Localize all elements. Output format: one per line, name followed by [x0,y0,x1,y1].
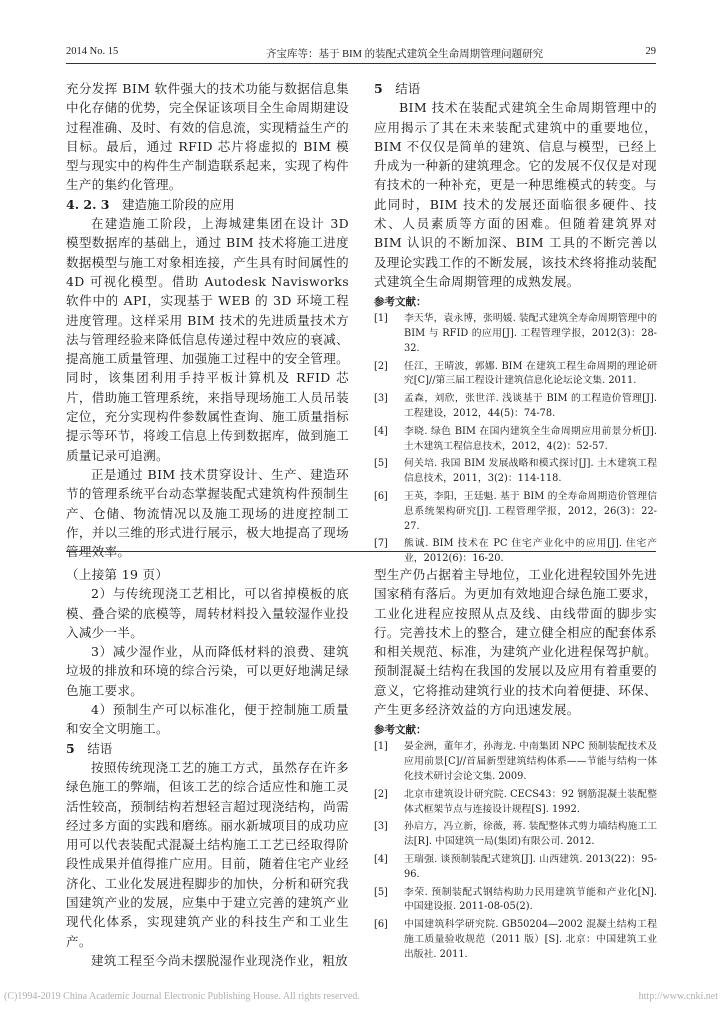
reference-number: [6] [374,919,388,931]
reference-number: [4] [374,853,388,865]
reference-number: [6] [374,491,388,503]
reference-text: 北京市建筑设计研究院. CECS43：92 钢筋混凝土装配整体式框架节点与连接设计规程[S]. 1992. [404,788,657,815]
reference-text: 王瑞强. 谈预制装配式建筑[J]. 山西建筑. 2013(22)：95-96. [404,853,657,880]
reference-text: 孟森，刘欣，张世洋. 浅谈基于 BIM 的工程造价管理[J]. 工程建设，2012，44(5)：74-78. [404,393,657,420]
reference-item [374,853,657,883]
reference-text: 王英，李阳，王廷魁. 基于 BIM 的全寿命周期造价管理信息系统架构研究[J]. 工程管理学报，2012，26(3)：22-27. [404,491,657,532]
reference-item [374,360,657,390]
reference-text: 晏金洲，董年才，孙海龙. 中南集团 NPC 预制装配技术及应用前景[C]//首届新型建筑结构体系——节能与结构一体化技术研讨会论文集. 2009. [404,741,657,782]
references-title: 参考文献： [374,724,427,737]
paragraph: 型生产仍占据着主导地位，工业化进程较国外先进国家稍有落后。为更加有效地迎合绿色施工要求，工业化进程应按照从点及线、由线带面的脚步实行。完善技术上的整合，建立健全相应的配套体系和相关规范、标准，为建筑产业化进程保驾护航。预制混凝土结构在我国的发展以及应用有着重要的意义，它将推动建筑行业的技术向着便捷、环保、产生更多经济效益的方向迅速发展。 [374,567,657,718]
copyright-text: (C)1994-2019 China Academic Journal Electronic Publishing House. All rights reserved. [4,991,360,1002]
footer-url: http://www.cnki.net [638,991,718,1002]
section-heading [374,79,657,98]
section-heading [66,195,349,214]
reference-number: [1] [374,741,388,753]
references-title: 参考文献： [374,296,427,309]
list-item: 3）减少湿作业，从而降低材料的浪费、建筑垃圾的排放和环境的综合污染，可以更好地满足绿色施工要求。 [66,644,349,698]
header-rule [66,63,656,64]
reference-text: 李晓. 绿色 BIM 在国内建筑全生命周期应用前景分析[J]. 土木建筑工程信息技术，2012，4(2)：52-57. [404,425,657,452]
bottom-right-column [374,565,657,966]
reference-number: [5] [374,458,388,470]
running-title: 齐宝库等：基于 BIM 的装配式建筑全生命周期管理问题研究 [266,49,544,60]
top-left-column [66,79,349,561]
list-item: 4）预制生产可以标准化，便于控制施工质量和安全文明施工。 [66,702,349,737]
reference-text: 李荣. 预制装配式钢结构助力民用建筑节能和产业化[N]. 中国建设报. 2011-08-05(2). [404,886,657,913]
paragraph: 正是通过 BIM 技术贯穿设计、生产、建造环节的管理系统平台动态掌握装配式建筑构件预制生产、仓储、物流情况以及施工现场的进度控制工作，并以三维的形式进行展示，极大地提高了现场管理效率。 [66,466,349,560]
section-number: 5 [374,81,383,96]
list-item: 2）与传统现浇工艺相比，可以省掉模板的底模、叠合梁的底模等，周转材料投入量较湿作业投入减少一半。 [66,586,349,640]
reference-number: [1] [374,313,388,325]
journal-issue: 2014 No. 15 [66,46,119,57]
section-title: 结语 [87,740,113,756]
reference-number: [3] [374,821,388,833]
reference-number: [5] [374,886,388,898]
reference-item [374,740,657,784]
reference-item [374,312,657,356]
reference-number: [2] [374,360,388,372]
reference-item [374,490,657,534]
reference-text: 任江，王晴波，郭娜. BIM 在建筑工程生命周期的理论研究[C]//第三届工程设计建筑信息化论坛论文集. 2011. [404,360,657,387]
paragraph: BIM 技术在装配式建筑全生命周期管理中的应用揭示了其在未来装配式建筑中的重要地位，BIM 不仅仅是简单的建筑、信息与模型，已经上升成为一种新的建筑理念。它的发展不仅仅是对现有技术的一种补充，更是一种思维模式的转变。与此同时，BIM 技术的发展还面临很多硬件、技术、人员素质等方面的困难。但随着建筑界对 BIM 认识的不断加深、BIM 工具的不断完善以及理论实践工作的不断发展，该技术终将推动装配式建筑全生命周期管理的成熟发展。 [374,100,657,289]
page-number: 29 [645,46,656,57]
section-title: 建造施工阶段的应用 [122,196,235,212]
running-header [66,46,656,64]
reference-text: 李天华，袁永博，张明媛. 装配式建筑全寿命周期管理中的 BIM 与 RFID 的应用[J]. 工程管理学报，2012(3)：28-32. [404,313,657,354]
reference-item [374,537,657,567]
reference-text: 熊诚. BIM 技术在 PC 住宅产业化中的应用[J]. 住宅产业，2012(6)：16-20. [404,538,657,565]
paragraph: 在建造施工阶段，上海城建集团在设计 3D 模型数据库的基础上，通过 BIM 技术将施工进度数据模型与施工对象相连接，产生具有时间属性的 4D 可视化模型。借助 Autodesk Navisworks 软件中的 API，实现基于 WEB 的 3D 环境工程进度管理。这样采用 BIM 技术的先进质量技术方法与管理经验来降低信息传递过程中效应的衰减、提高施工质量管理、加强施工过程中的安全管理。同时，该集团利用手持平板计算机及 RFID 芯片，借助施工管理系统，来指导现场施工人员吊装定位，充分实现构件参数属性查询、施工质量指标提示等环节，将竣工信息上传到数据库，做到施工质量记录可追溯。 [66,216,349,463]
reference-list [374,740,657,962]
paragraph: 按照传统现浇工艺的施工方式，虽然存在许多绿色施工的弊端，但该工艺的综合适应性和施工灵活性较高，预制结构若想轻言超过现浇结构，尚需经过多方面的实践和磨练。丽水新城项目的成功应用可以代表装配式混凝土结构施工工艺已经取得阶段性成果并值得推广应用。目前，随着住宅产业经济化、工业化发展进程脚步的加快，分析和研究我国建筑产业的发展，应集中于建立完善的建筑产业现代化体系，实现建筑产业的科技生产和工业生产。 [66,759,349,949]
reference-item [374,886,657,916]
reference-text: 孙启方，冯立新，徐薇，蒋. 装配整体式剪力墙结构施工工法[R]. 中国建筑一局(集团)有限公司. 2012. [404,821,657,848]
top-right-column [374,79,657,570]
reference-number: [4] [374,425,388,437]
reference-item [374,457,657,487]
reference-list [374,312,657,567]
reference-number: [7] [374,538,388,550]
reference-item [374,788,657,818]
reference-item [374,820,657,850]
paragraph: 建筑工程至今尚未摆脱湿作业现浇作业，粗放 [91,952,349,968]
continued-note: （上接第 19 页） [66,567,169,582]
reference-item [374,425,657,455]
reference-item [374,918,657,962]
reference-text: 何关培. 我国 BIM 发展战略和模式探讨[J]. 土木建筑工程信息技术，2011，3(2)：114-118. [404,458,657,485]
section-number: 4. 2. 3 [66,196,110,212]
reference-item [374,392,657,422]
section-divider [66,551,656,552]
reference-text: 中国建筑科学研究院. GB50204—2002 混凝土结构工程施工质量验收规范（2011 版）[S]. 北京：中国建筑工业出版社. 2011. [404,919,657,960]
bottom-left-column [66,565,349,970]
section-heading [66,739,349,758]
paragraph: 充分发挥 BIM 软件强大的技术功能与数据信息集中化存储的优势，完全保证该项目全生命周期建设过程准确、及时、有效的信息流，实现精益生产的目标。最后，通过 RFID 芯片将虚拟的 BIM 模型与现实中的构件生产制造联系起来，实现了构件生产的集约化管理。 [66,81,349,193]
copyright-footer [0,991,724,1007]
section-title: 结语 [395,81,421,96]
reference-number: [2] [374,788,388,800]
reference-number: [3] [374,393,388,405]
section-number: 5 [66,740,75,756]
